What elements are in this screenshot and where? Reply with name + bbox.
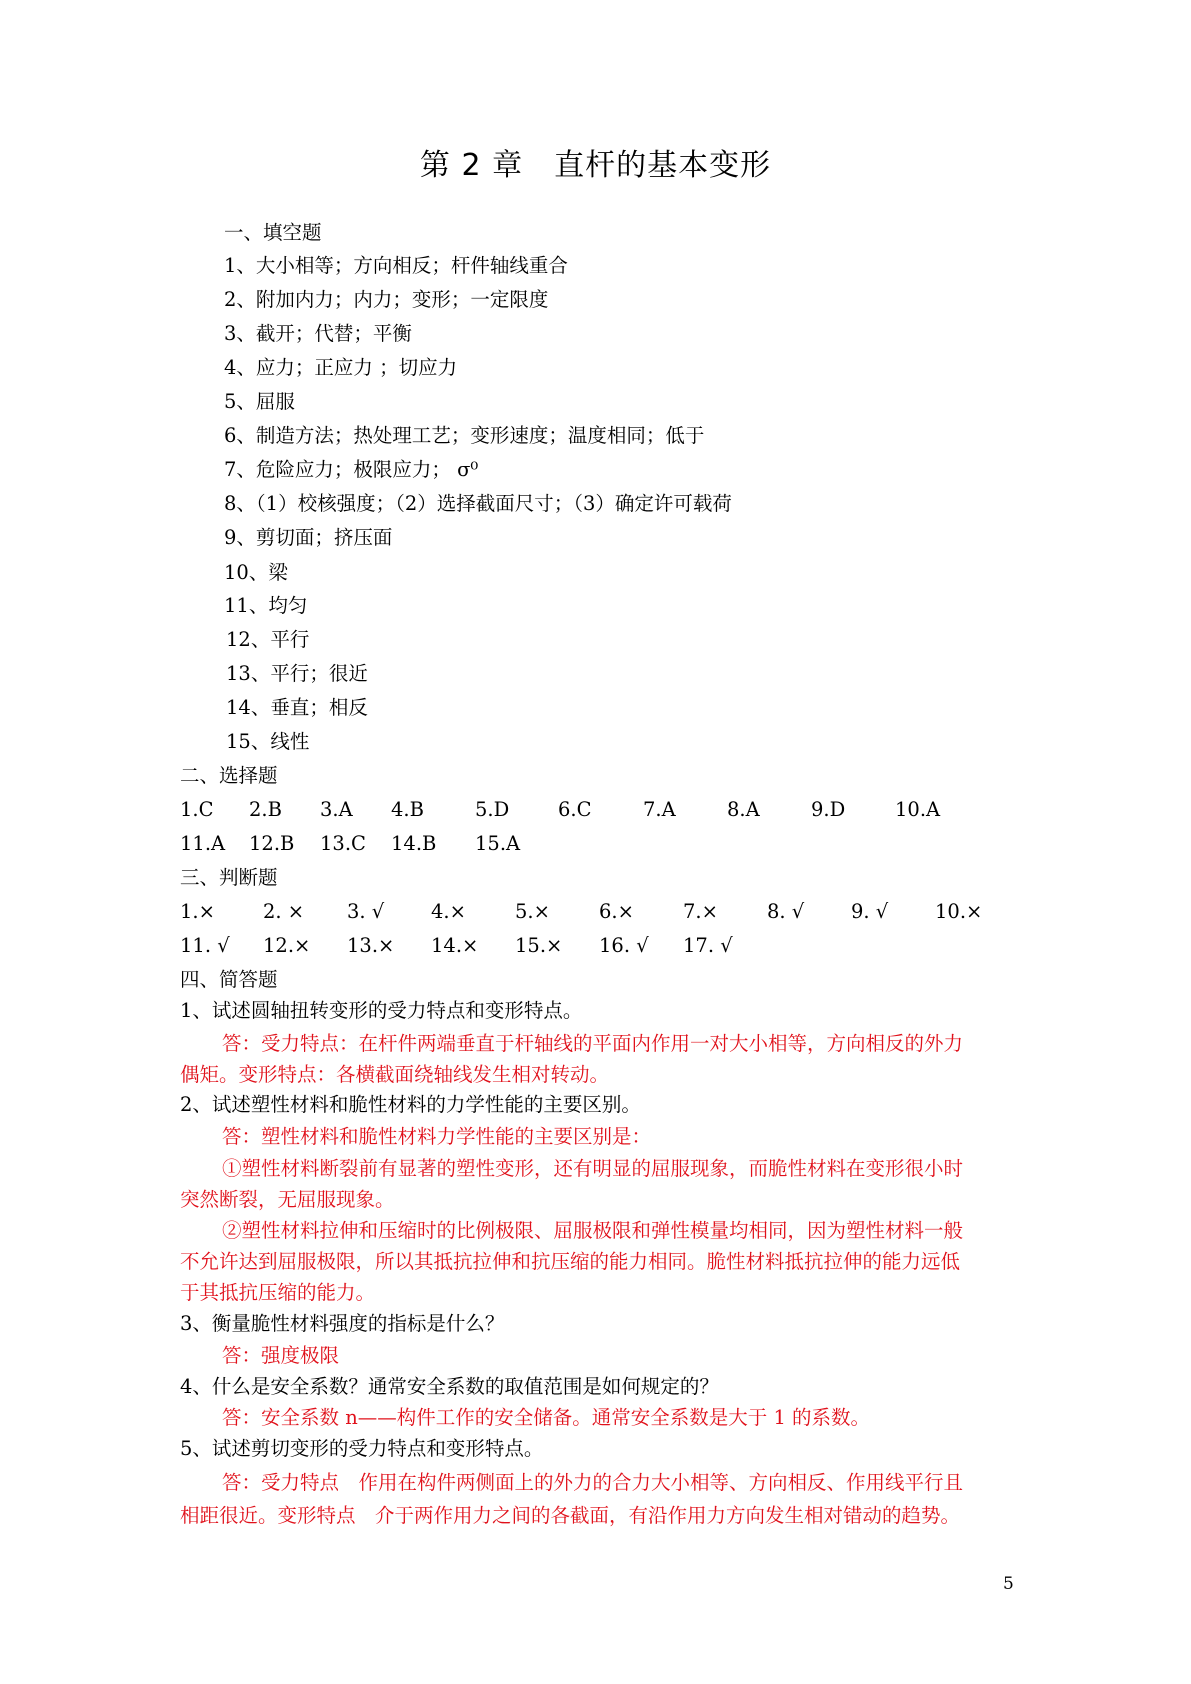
section-heading-judge: 三、判断题: [180, 866, 278, 889]
judge-answer: 10.×: [935, 900, 983, 923]
answer-5-line-2: 相距很近。变形特点 介于两作用力之间的各截面，有沿作用力方向发生相对错动的趋势。: [180, 1504, 961, 1527]
choice-answer: 8.A: [727, 798, 760, 821]
choice-answer: 4.B: [391, 798, 424, 821]
question-5: 5、试述剪切变形的受力特点和变形特点。: [180, 1437, 544, 1460]
fill-item: 1、大小相等；方向相反；杆件轴线重合: [224, 254, 568, 277]
chapter-title: 第 2 章 直杆的基本变形: [419, 148, 772, 183]
fill-item: 9、剪切面；挤压面: [224, 526, 393, 549]
answer-4: 答：安全系数 n——构件工作的安全储备。通常安全系数是大于 1 的系数。: [222, 1406, 871, 1429]
judge-answer: 7.×: [683, 900, 718, 923]
fill-item: 7、危险应力；极限应力； σ⁰: [224, 458, 479, 481]
answer-2-line-2: ①塑性材料断裂前有显著的塑性变形，还有明显的屈服现象，而脆性材料在变形很小时: [222, 1157, 964, 1180]
choice-answer: 15.A: [475, 832, 521, 855]
answer-2-line-4: ②塑性材料拉伸和压缩时的比例极限、屈服极限和弹性模量均相同，因为塑性材料一般: [222, 1219, 964, 1242]
choice-answer: 10.A: [895, 798, 941, 821]
answer-5-line-1: 答：受力特点 作用在构件两侧面上的外力的合力大小相等、方向相反、作用线平行且: [222, 1471, 964, 1494]
judge-answer: 8. √: [767, 900, 805, 923]
choice-answer: 1.C: [180, 798, 214, 821]
answer-2-line-1: 答：塑性材料和脆性材料力学性能的主要区别是：: [222, 1125, 652, 1148]
fill-item: 2、附加内力；内力；变形；一定限度: [224, 288, 549, 311]
choice-answer: 14.B: [391, 832, 437, 855]
choice-answer: 12.B: [249, 832, 295, 855]
question-4: 4、什么是安全系数？通常安全系数的取值范围是如何规定的？: [180, 1375, 719, 1398]
judge-answer: 2. ×: [263, 900, 305, 923]
choice-answer: 11.A: [180, 832, 226, 855]
fill-item: 11、均匀: [224, 594, 308, 617]
fill-item: 8、（1）校核强度；（2）选择截面尺寸；（3）确定许可载荷: [224, 492, 732, 515]
page-number: 5: [1003, 1574, 1014, 1594]
fill-item: 10、梁: [224, 561, 288, 584]
choice-answer: 6.C: [558, 798, 592, 821]
judge-answer: 9. √: [851, 900, 889, 923]
fill-item: 12、平行: [226, 628, 310, 651]
choice-answer: 9.D: [811, 798, 846, 821]
choice-answer: 3.A: [320, 798, 353, 821]
fill-item: 15、线性: [226, 730, 310, 753]
choice-answer: 13.C: [320, 832, 366, 855]
judge-answer: 5.×: [515, 900, 550, 923]
question-1: 1、试述圆轴扭转变形的受力特点和变形特点。: [180, 999, 583, 1022]
answer-2-line-5: 不允许达到屈服极限，所以其抵抗拉伸和抗压缩的能力相同。脆性材料抵抗拉伸的能力远低: [180, 1250, 961, 1273]
judge-answer: 15.×: [515, 934, 563, 957]
judge-answer: 1.×: [180, 900, 215, 923]
judge-answer: 3. √: [347, 900, 385, 923]
section-heading-short: 四、简答题: [180, 968, 278, 991]
judge-answer: 16. √: [599, 934, 649, 957]
fill-item: 4、应力；正应力 ；切应力: [224, 356, 458, 379]
answer-1-line-2: 偶矩。变形特点：各横截面绕轴线发生相对转动。: [180, 1063, 610, 1086]
judge-answer: 11. √: [180, 934, 230, 957]
section-heading-choice: 二、选择题: [180, 764, 278, 787]
question-3: 3、衡量脆性材料强度的指标是什么？: [180, 1312, 505, 1335]
choice-answer: 7.A: [643, 798, 676, 821]
section-heading-fill: 一、填空题: [224, 221, 322, 244]
choice-answer: 5.D: [475, 798, 510, 821]
judge-answer: 12.×: [263, 934, 311, 957]
fill-item: 5、屈服: [224, 390, 295, 413]
answer-2-line-6: 于其抵抗压缩的能力。: [180, 1281, 376, 1304]
question-2: 2、试述塑性材料和脆性材料的力学性能的主要区别。: [180, 1093, 641, 1116]
answer-3: 答：强度极限: [222, 1344, 340, 1367]
choice-answer: 2.B: [249, 798, 282, 821]
fill-item: 3、截开；代替；平衡: [224, 322, 412, 345]
judge-answer: 14.×: [431, 934, 479, 957]
judge-answer: 13.×: [347, 934, 395, 957]
answer-1-line-1: 答：受力特点：在杆件两端垂直于杆轴线的平面内作用一对大小相等，方向相反的外力: [222, 1032, 964, 1055]
judge-answer: 17. √: [683, 934, 733, 957]
judge-answer: 4.×: [431, 900, 466, 923]
fill-item: 6、制造方法；热处理工艺；变形速度；温度相同；低于: [224, 424, 705, 447]
fill-item: 14、垂直；相反: [226, 696, 368, 719]
fill-item: 13、平行；很近: [226, 662, 368, 685]
judge-answer: 6.×: [599, 900, 634, 923]
answer-2-line-3: 突然断裂，无屈服现象。: [180, 1188, 395, 1211]
